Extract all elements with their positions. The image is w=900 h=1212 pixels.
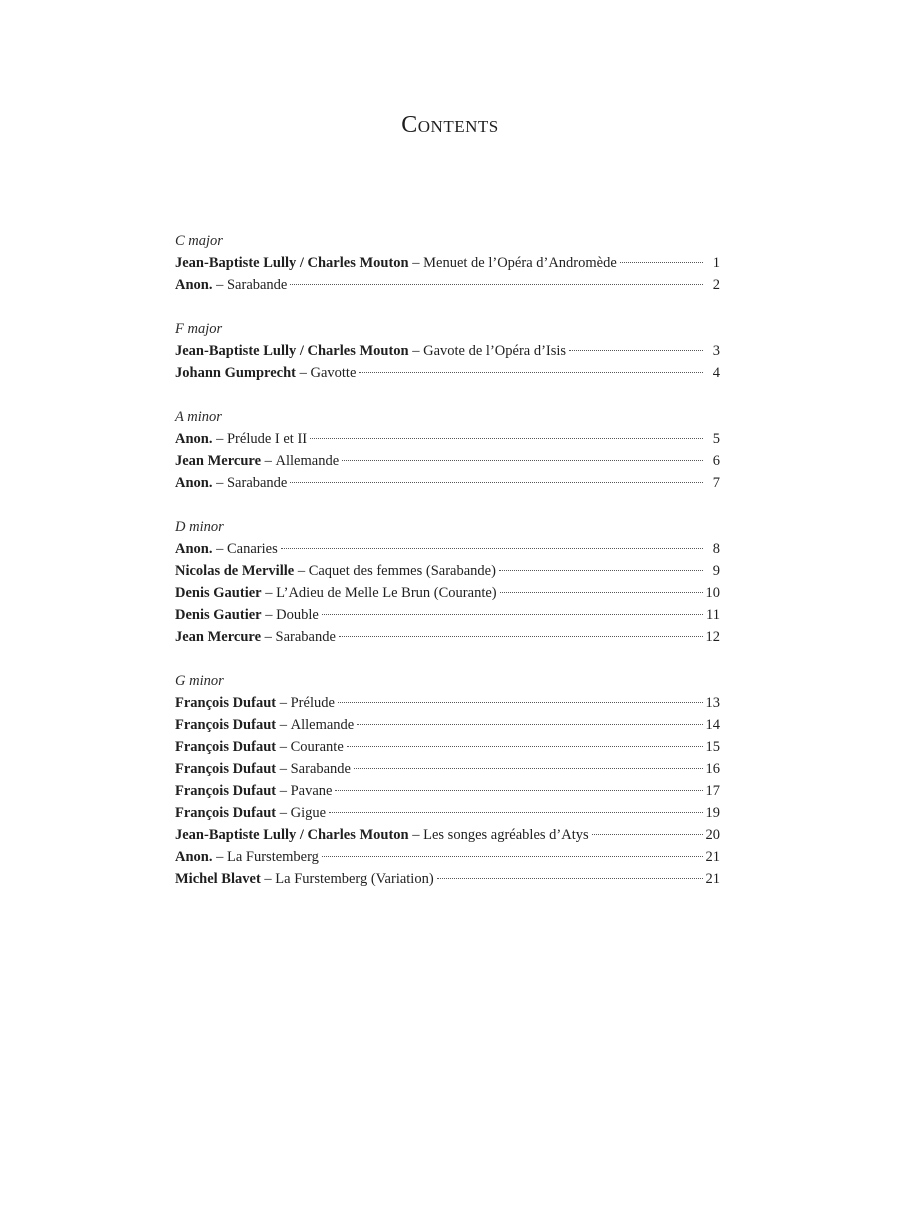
toc-entry[interactable]	[175, 846, 720, 868]
entry-page-number: 4	[712, 365, 720, 381]
entry-page-number: 13	[705, 695, 720, 711]
entry-page-number: 14	[705, 717, 720, 733]
entry-work-title: Pavane	[290, 783, 333, 799]
entry-work-title: Gigue	[290, 805, 327, 821]
toc-section	[175, 230, 720, 296]
entry-separator: –	[276, 717, 291, 733]
entry-page-number: 9	[712, 563, 720, 579]
dot-leader	[310, 438, 703, 439]
toc-entry[interactable]	[175, 538, 720, 560]
dot-leader	[338, 702, 703, 703]
entry-composer: Anon.	[175, 277, 213, 293]
entry-page-number: 21	[705, 849, 720, 865]
toc-entry[interactable]	[175, 626, 720, 648]
entry-page-number: 5	[712, 431, 720, 447]
entry-separator: –	[276, 783, 291, 799]
entry-separator: –	[212, 277, 227, 293]
section-key-heading: D minor	[175, 519, 224, 535]
toc-entry[interactable]	[175, 604, 720, 626]
dot-leader	[322, 856, 703, 857]
entry-separator: –	[261, 607, 277, 623]
toc-entry[interactable]	[175, 868, 720, 890]
toc-entry[interactable]	[175, 780, 720, 802]
dot-leader	[437, 878, 703, 879]
entry-composer: Michel Blavet	[175, 871, 261, 887]
entry-composer: Denis Gautier	[175, 585, 262, 601]
toc-entry[interactable]	[175, 428, 720, 450]
toc-entry[interactable]	[175, 362, 720, 384]
dot-leader	[290, 284, 703, 285]
entry-work-title: Caquet des femmes (Sarabande)	[308, 563, 496, 579]
entry-work-title: Prélude I et II	[226, 431, 308, 447]
dot-leader	[290, 482, 703, 483]
entry-composer: Denis Gautier	[175, 607, 262, 623]
entry-work-title: L’Adieu de Melle Le Brun (Courante)	[276, 585, 497, 601]
entry-page-number: 7	[712, 475, 720, 491]
toc-section	[175, 516, 720, 648]
dot-leader	[620, 262, 703, 263]
entry-page-number: 6	[712, 453, 720, 469]
toc-entry[interactable]	[175, 736, 720, 758]
entry-composer: Anon.	[175, 431, 213, 447]
entry-composer: François Dufaut	[175, 717, 277, 733]
entry-work-title: Sarabande	[275, 629, 336, 645]
section-key-heading: F major	[175, 321, 223, 337]
entry-separator: –	[212, 541, 227, 557]
entry-composer: Anon.	[175, 849, 213, 865]
dot-leader	[281, 548, 703, 549]
dot-leader	[500, 592, 703, 593]
entry-page-number: 12	[705, 629, 720, 645]
entry-page-number: 3	[712, 343, 720, 359]
entry-composer: Jean Mercure	[175, 453, 262, 469]
entry-work-title: Allemande	[275, 453, 340, 469]
table-of-contents	[175, 230, 720, 912]
toc-entry[interactable]	[175, 252, 720, 274]
entry-composer: François Dufaut	[175, 739, 277, 755]
toc-entry[interactable]	[175, 692, 720, 714]
entry-separator: –	[408, 255, 424, 271]
entry-work-title: Sarabande	[226, 277, 288, 293]
toc-entry[interactable]	[175, 560, 720, 582]
toc-section	[175, 406, 720, 494]
entry-work-title: La Furstemberg	[226, 849, 319, 865]
entry-work-title: Sarabande	[226, 475, 288, 491]
entry-separator: –	[212, 849, 227, 865]
dot-leader	[354, 768, 703, 769]
dot-leader	[342, 460, 703, 461]
entry-separator: –	[261, 585, 277, 601]
entry-separator: –	[276, 805, 291, 821]
entry-separator: –	[260, 871, 276, 887]
toc-section	[175, 318, 720, 384]
section-key-heading: A minor	[175, 409, 222, 425]
section-key-heading: C major	[175, 233, 223, 249]
entry-page-number: 10	[705, 585, 720, 601]
entry-page-number: 2	[712, 277, 720, 293]
dot-leader	[592, 834, 703, 835]
dot-leader	[329, 812, 702, 813]
entry-composer: François Dufaut	[175, 695, 277, 711]
entry-composer: François Dufaut	[175, 761, 277, 777]
entry-work-title: Gavote de l’Opéra d’Isis	[423, 343, 567, 359]
toc-entry[interactable]	[175, 824, 720, 846]
entry-page-number: 19	[705, 805, 720, 821]
entry-work-title: Prélude	[290, 695, 335, 711]
entry-page-number: 17	[705, 783, 720, 799]
entry-separator: –	[276, 761, 291, 777]
entry-work-title: Les songes agréables d’Atys	[423, 827, 589, 843]
entry-separator: –	[261, 453, 276, 469]
toc-entry[interactable]	[175, 802, 720, 824]
entry-composer: Jean-Baptiste Lully / Charles Mouton	[175, 255, 409, 271]
entry-work-title: La Furstemberg (Variation)	[275, 871, 434, 887]
entry-work-title: Sarabande	[290, 761, 351, 777]
toc-entry[interactable]	[175, 340, 720, 362]
toc-entry[interactable]	[175, 274, 720, 296]
entry-work-title: Allemande	[290, 717, 355, 733]
dot-leader	[339, 636, 703, 637]
entry-composer: François Dufaut	[175, 783, 277, 799]
page-title: Contents	[401, 112, 499, 138]
entry-composer: Johann Gumprecht	[175, 365, 296, 381]
dot-leader	[335, 790, 702, 791]
entry-page-number: 8	[712, 541, 720, 557]
entry-page-number: 11	[706, 607, 720, 623]
toc-entry[interactable]	[175, 582, 720, 604]
entry-separator: –	[408, 827, 424, 843]
entry-composer: Jean-Baptiste Lully / Charles Mouton	[175, 343, 409, 359]
entry-page-number: 20	[705, 827, 720, 843]
dot-leader	[569, 350, 703, 351]
dot-leader	[322, 614, 703, 615]
entry-separator: –	[212, 431, 227, 447]
entry-composer: Anon.	[175, 541, 213, 557]
entry-composer: Nicolas de Merville	[175, 563, 295, 579]
entry-page-number: 1	[712, 255, 720, 271]
entry-separator: –	[212, 475, 227, 491]
dot-leader	[347, 746, 703, 747]
entry-separator: –	[261, 629, 276, 645]
entry-work-title: Double	[276, 607, 319, 623]
toc-entry[interactable]	[175, 450, 720, 472]
entry-separator: –	[276, 695, 291, 711]
entry-work-title: Gavotte	[310, 365, 357, 381]
toc-entry[interactable]	[175, 714, 720, 736]
entry-composer: Jean Mercure	[175, 629, 262, 645]
entry-page-number: 16	[705, 761, 720, 777]
entry-separator: –	[276, 739, 291, 755]
entry-work-title: Menuet de l’Opéra d’Andromède	[423, 255, 617, 271]
dot-leader	[359, 372, 703, 373]
entry-page-number: 15	[705, 739, 720, 755]
toc-section	[175, 670, 720, 890]
entry-composer: Jean-Baptiste Lully / Charles Mouton	[175, 827, 409, 843]
dot-leader	[499, 570, 703, 571]
toc-entry[interactable]	[175, 472, 720, 494]
entry-separator: –	[408, 343, 424, 359]
dot-leader	[357, 724, 702, 725]
entry-separator: –	[294, 563, 309, 579]
entry-composer: François Dufaut	[175, 805, 277, 821]
entry-page-number: 21	[705, 871, 720, 887]
entry-separator: –	[296, 365, 311, 381]
entry-work-title: Courante	[290, 739, 344, 755]
section-key-heading: G minor	[175, 673, 224, 689]
entry-composer: Anon.	[175, 475, 213, 491]
toc-entry[interactable]	[175, 758, 720, 780]
entry-work-title: Canaries	[226, 541, 278, 557]
